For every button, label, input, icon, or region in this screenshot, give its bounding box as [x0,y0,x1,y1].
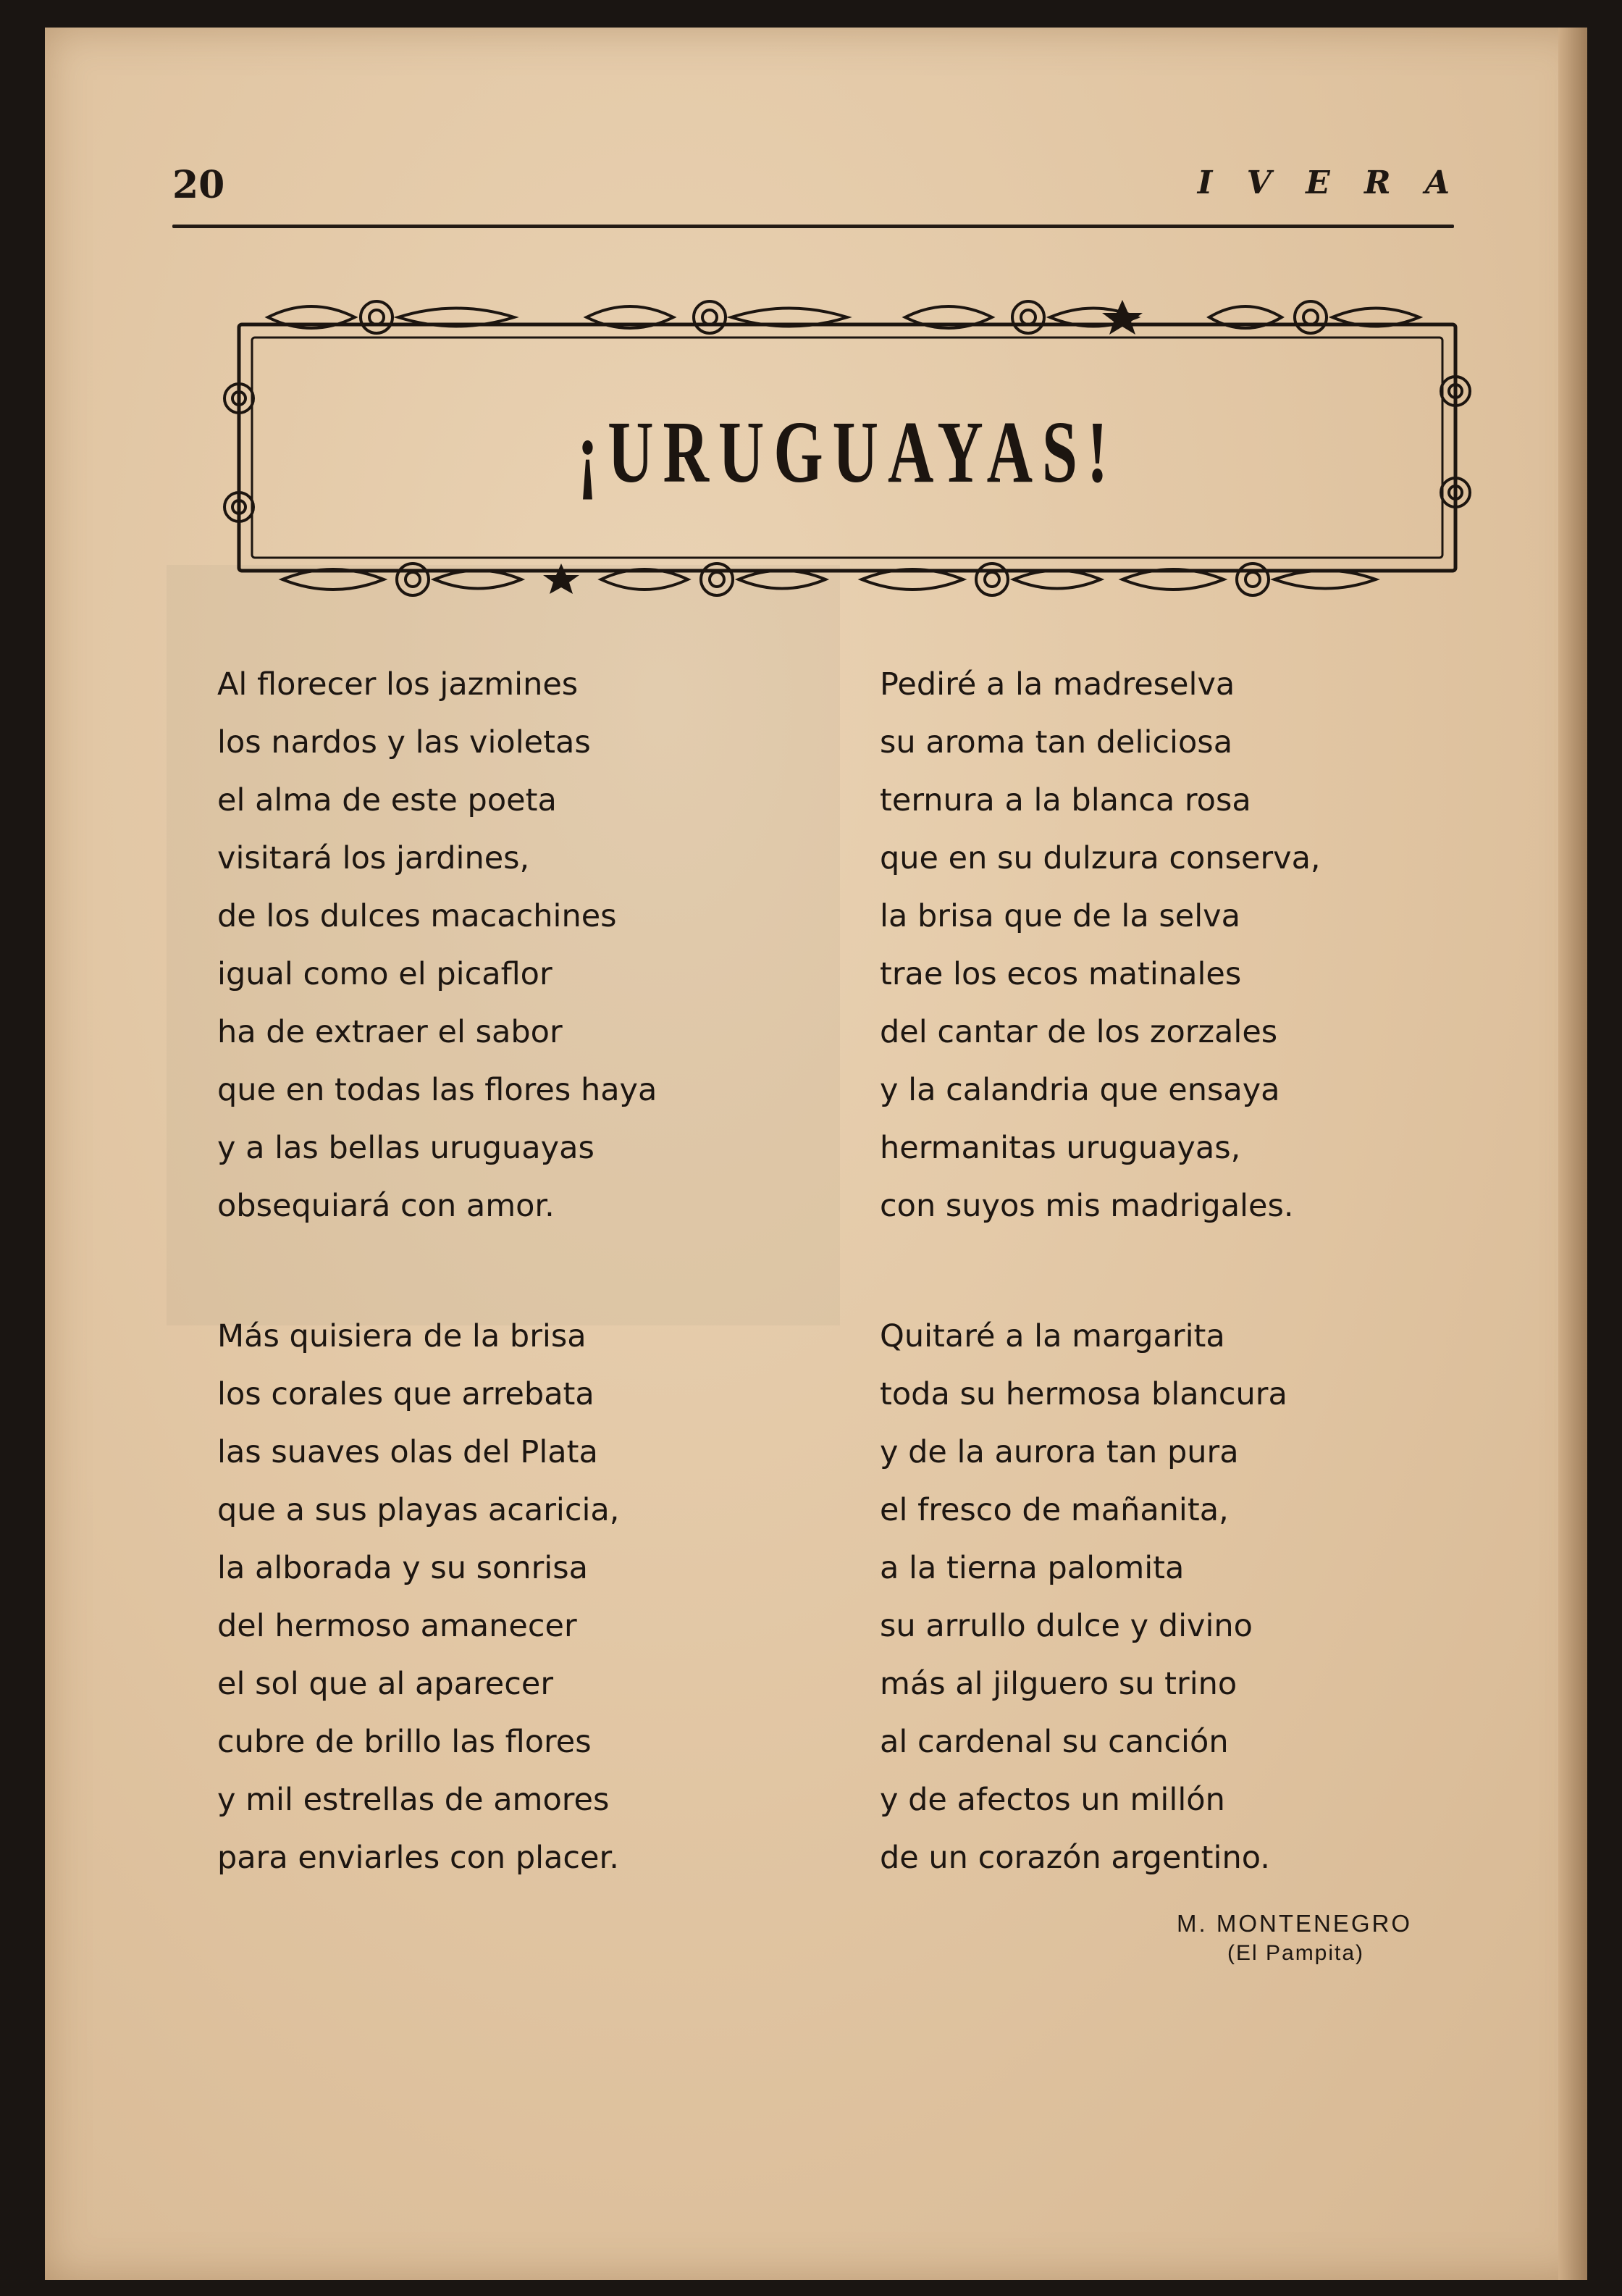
verse-line: de un corazón argentino. [880,1840,1270,1876]
verse-line: el fresco de mañanita, [880,1492,1229,1528]
verse-line: su aroma tan deliciosa [880,724,1233,761]
verse-line: visitará los jardines, [217,840,530,876]
page-gutter-shadow [1558,28,1587,2280]
verse-line: Al florecer los jazmines [217,666,579,703]
verse-line: de los dulces macachines [217,898,617,934]
verse-line: cubre de brillo las flores [217,1724,592,1760]
right-column [880,655,1503,1959]
author-pseudonym: (El Pampita) [1227,1941,1365,1965]
left-column [217,655,840,1959]
verse-line: Pediré a la madreselva [880,666,1235,703]
stanza-1 [217,655,840,1235]
verse-line: Quitaré a la margarita [880,1318,1225,1354]
poem-title: ¡URUGUAYAS! [576,403,1118,501]
journal-title: I V E R A [1197,164,1461,201]
verse-line: al cardenal su canción [880,1724,1229,1760]
verse-line: toda su hermosa blancura [880,1376,1287,1412]
verse-line: y mil estrellas de amores [217,1782,610,1818]
verse-line: su arrullo dulce y divino [880,1608,1253,1644]
verse-line: Más quisiera de la brisa [217,1318,587,1354]
verse-line: que a sus playas acaricia, [217,1492,620,1528]
verse-line: el alma de este poeta [217,782,557,818]
verse-line: más al jilguero su trino [880,1666,1237,1702]
page-header [172,163,1461,221]
verse-line: la brisa que de la selva [880,898,1240,934]
verse-line: que en su dulzura conserva, [880,840,1321,876]
verse-line: igual como el picaflor [217,956,552,992]
stanza-3 [880,655,1503,1235]
verse-line: y de la aurora tan pura [880,1434,1239,1470]
ornamental-title-frame [210,290,1484,616]
verse-line: ternura a la blanca rosa [880,782,1251,818]
verse-line: del hermoso amanecer [217,1608,577,1644]
verse-line: obsequiará con amor. [217,1188,555,1224]
verse-line: y de afectos un millón [880,1782,1225,1818]
verse-line: para enviarles con placer. [217,1840,619,1876]
verse-line: y a las bellas uruguayas [217,1130,594,1166]
author-name: M. MONTENEGRO [1177,1910,1412,1937]
verse-line: y la calandria que ensaya [880,1072,1280,1108]
verse-line: los corales que arrebata [217,1376,594,1412]
header-rule [172,225,1454,228]
stanza-2 [217,1307,840,1887]
stanza-4 [880,1307,1503,1887]
page-number: 20 [172,163,225,207]
verse-line: a la tierna palomita [880,1550,1185,1586]
verse-line: hermanitas uruguayas, [880,1130,1241,1166]
verse-line: ha de extraer el sabor [217,1014,563,1050]
verse-line: con suyos mis madrigales. [880,1188,1294,1224]
signature-block [1177,1909,1466,1968]
verse-line: trae los ecos matinales [880,956,1242,992]
verse-line: del cantar de los zorzales [880,1014,1278,1050]
verse-line: la alborada y su sonrisa [217,1550,588,1586]
verse-line: el sol que al aparecer [217,1666,553,1702]
verse-line: los nardos y las violetas [217,724,591,761]
verse-line: las suaves olas del Plata [217,1434,598,1470]
verse-line: que en todas las flores haya [217,1072,657,1108]
